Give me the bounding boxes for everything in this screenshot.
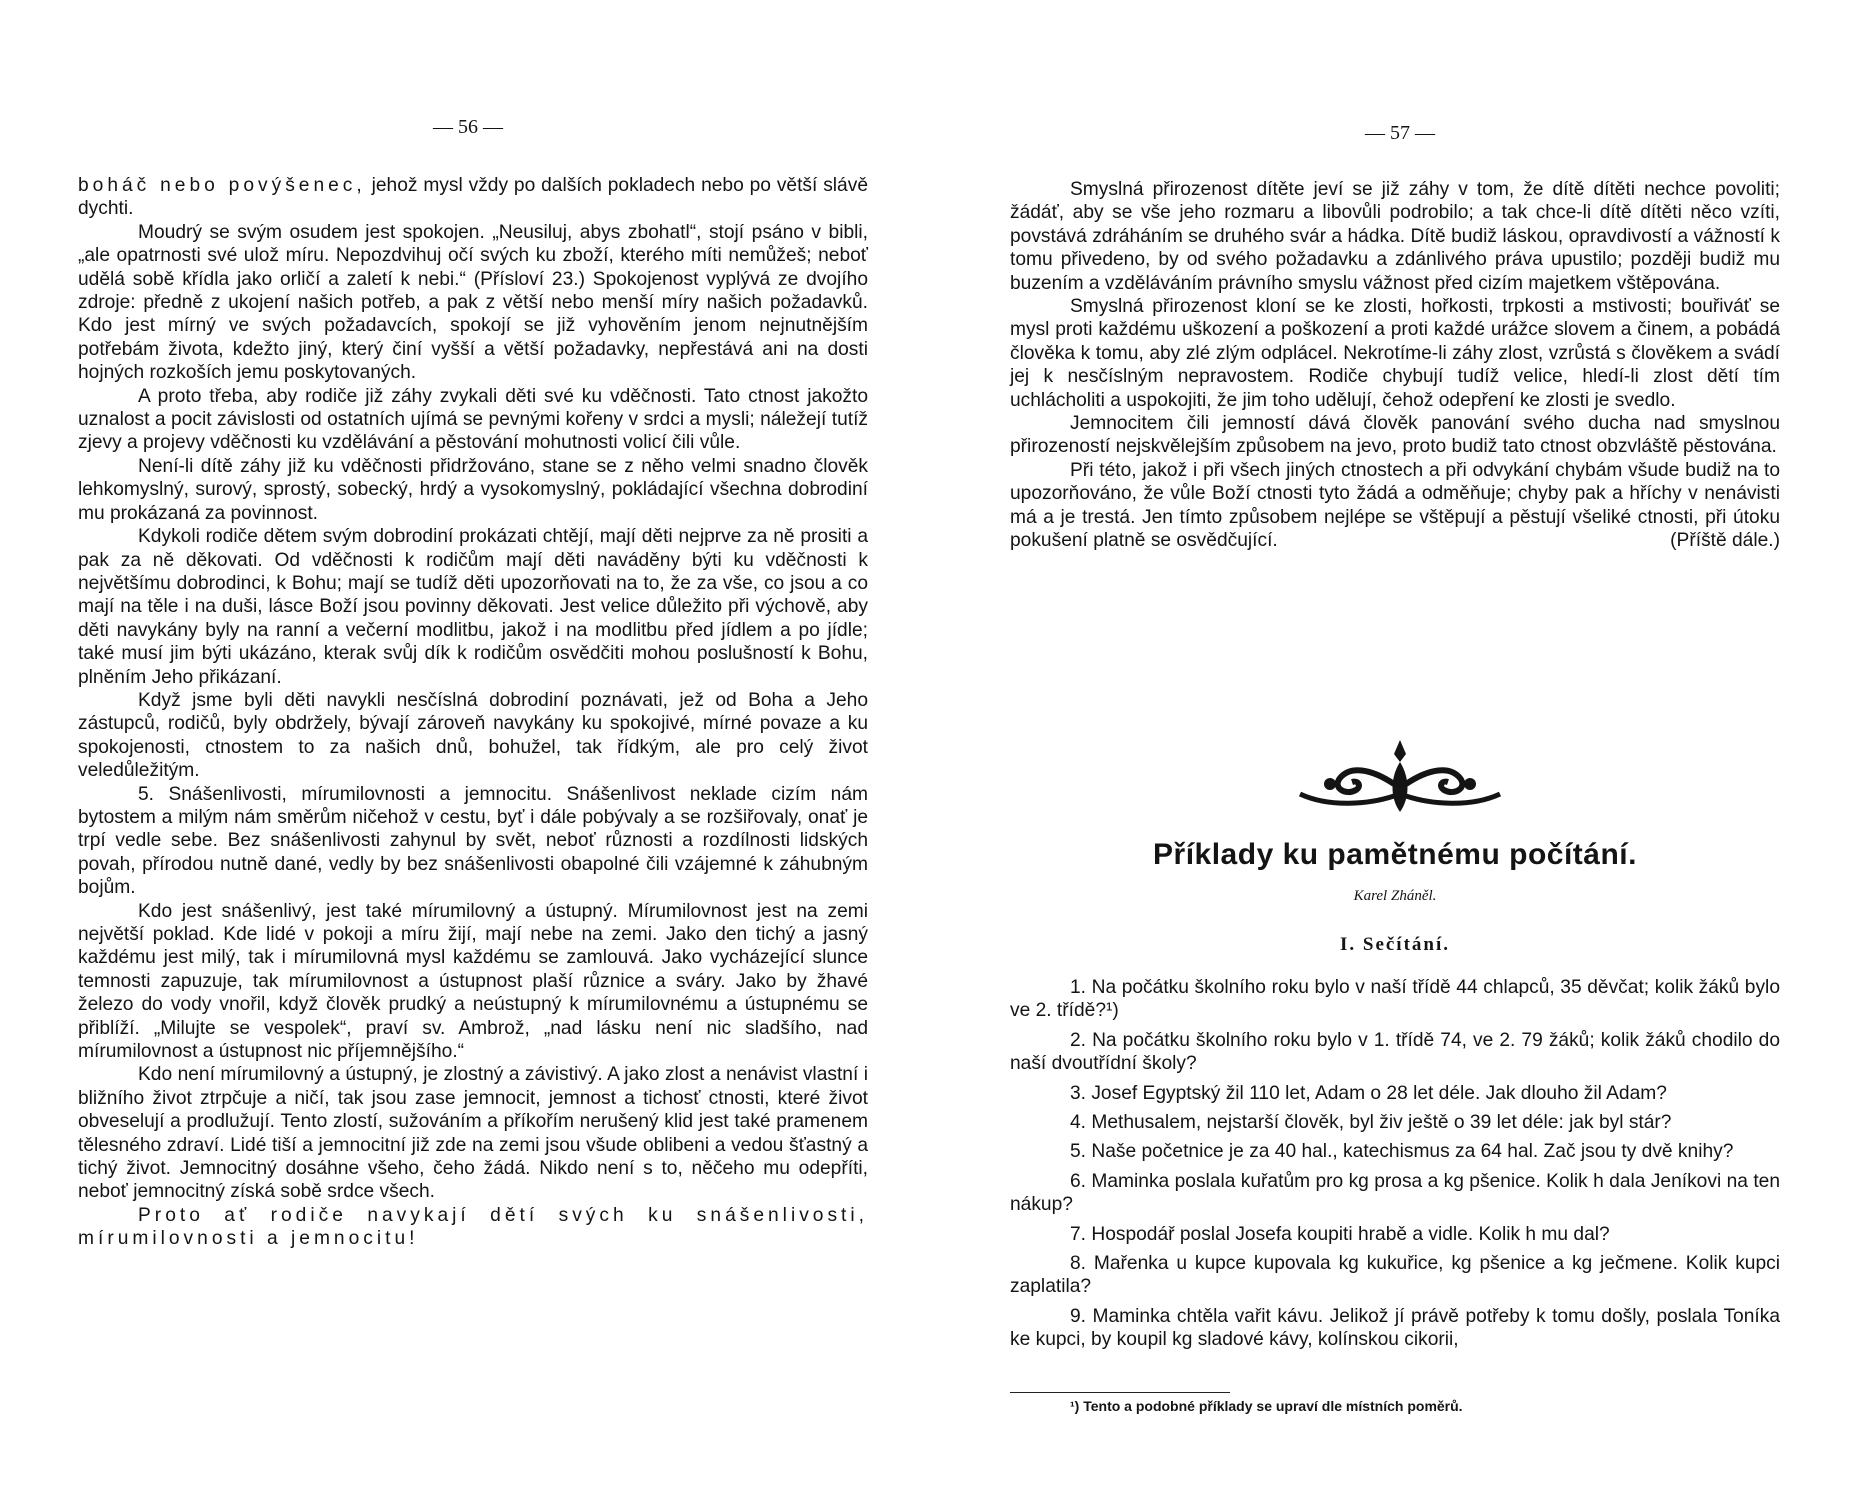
- list-item: 8. Mařenka u kupce kupovala kg kukuřice, kg pšenice a kg ječmene. Kolik kupci zaplatila?: [1010, 1253, 1780, 1298]
- footnote-divider: [1010, 1392, 1230, 1393]
- page-number-right: — 57 —: [1365, 122, 1435, 144]
- right-text-column: [1010, 178, 1780, 553]
- paragraph: Smyslná přirozenost dítěte jeví se již záhy v tom, že dítě dítěti nechce povoliti; žádáť, aby se vše jeho rozmaru a libovůli podrobilo; a tak chce-li dítě dítěti něco vzíti, povstává zdráháním se druhého svár a hádka. Dítě budiž láskou, opravdivostí a vážností k tomu přivedeno, by od svého požadavku a zdánlivého práva upustilo; později budiž mu buzením a vzděláváním právního smyslu vážnost před cizím majetkem vštěpována.: [1010, 179, 1780, 294]
- examples-list: [1010, 976, 1780, 1358]
- paragraph: Smyslná přirozenost kloní se ke zlosti, hořkosti, trpkosti a mstivosti; bouřiváť se mysl proti každému uškození a poškození a proti každé urážce slovem a činem, a pobádá člověka k tomu, aby zlé zlým odplácel. Nekrotíme-li záhy zlost, vzrůstá s člověkem a svádí jej k nesčíslným nepravostem. Rodiče chybují tudíž velice, hledí-li zlost dětí tím uchlácholiti a uspokojiti, že jim toho udělují, čehož odepření ke zlosti je svedlo.: [1010, 296, 1780, 411]
- list-item: 7. Hospodář poslal Josefa koupiti hrabě a vidle. Kolik h mu dal?: [1070, 1223, 1610, 1245]
- paragraph: Při této, jakož i při všech jiných ctnostech a při odvykání chybám všude budiž na to upozorňováno, že vůle Boží ctnosti tyto žádá a odměňuje; chyby pak a hříchy v nenávisti má a je trestá. Jen tímto způsobem nejlépe se vštěpují a pěstují všeliké ctnosti, při útoku pokušení platně se osvědčující. (Příště dále.): [1010, 459, 1780, 552]
- page-number-left: — 56 —: [433, 116, 503, 138]
- paragraph: Proto ať rodiče navykají dětí svých ku snášenlivosti, mírumilovnosti a jemnocitu!: [78, 1204, 868, 1250]
- paragraph: Když jsme byli děti navykli nesčíslná dobrodiní poznávati, jež od Boha a Jeho zástupců, rodičů, byly obdržely, bývají zároveň navykány ku spokojivé, mírné povaze a ku spokojenosti, ctnostem to za našich dnů, bohužel, tak řídkým, ale pro celý život veledůležitým.: [78, 689, 868, 782]
- footnote: ¹) Tento a podobné příklady se upraví dle místních poměrů.: [1070, 1398, 1463, 1414]
- list-item: 9. Maminka chtěla vařit kávu. Jelikož jí právě potřeby k tomu došly, poslala Toníka ke kupci, by koupil kg sladové kávy, kolínskou cikorii,: [1010, 1305, 1780, 1351]
- paragraph: Kdo není mírumilovný a ústupný, je zlostný a závistivý. A jako zlost a nenávist vlastní i bližního život ztrpčuje a ničí, tak jsou zase jemnocit, jemnost a tichosť ctnosti, které život obveselují a prodlužují. Tento zlostí, sužováním a příkořím nerušený klid jest také pramenem tělesného zdraví. Lidé tiší a jemnocitní již zde na zemi jsou všude oblibeni a vedou šťastný a tichý život. Jemnocitný dosáhne všeho, čeho žádá. Nikdo není s to, něčeho mu odepříti, neboť jemnocitný získá sobě srdce všech.: [78, 1064, 868, 1203]
- list-item: 6. Maminka poslala kuřatům pro kg prosa a kg pšenice. Kolik h dala Jeníkovi na ten nákup?: [1010, 1170, 1780, 1216]
- list-item: 4. Methusalem, nejstarší člověk, byl živ ještě o 39 let déle: jak byl stár?: [1070, 1112, 1672, 1134]
- paragraph: boháč nebo povýšenec, jehož mysl vždy po dalších pokladech nebo po větší slávě dychti.: [78, 175, 868, 220]
- fleuron-ornament-icon: [1290, 738, 1510, 818]
- paragraph: Kdykoli rodiče dětem svým dobrodiní prokázati chtějí, mají děti nejprve za ně prositi a pak za ně děkovati. Od vděčnosti k rodičům mají děti naváděny býti ku vděčnosti k největšímu dobrodinci, k Bohu; mají se tudíž děti upozorňovati na to, že za vše, co jsou a co mají na těle i na duši, lásce Boží jsou povinny děkovati. Jest velice důležito při výchově, aby děti navykány byly na ranní a večerní modlitbu, jakož i na modlitbu před jídlem a po jídle; také musí jim býti ukázáno, kterak svůj dík k rodičům osvědčiti mohou poslušností k Bohu, plněním Jeho přikázaní.: [78, 526, 868, 688]
- paragraph: Kdo jest snášenlivý, jest také mírumilovný a ústupný. Mírumilovnost jest na zemi největší poklad. Kde lidé v pokoji a míru žijí, mají nebe na zemi. Jako den tichý a jasný každému jest milý, tak i mírumilovná mysl každému se zamlouvá. Jako vycházející slunce temnosti zapuzuje, tak mírumilovnost a ústupnost plaší různice a sváry. Jako by žhavé železo do vody vnořil, když člověk prudký a neústupný k mírumilovnému a ústupnému se přiblíží. „Milujte se vespolek“, praví sv. Ambrož, „nad lásku není nic sladšího, nad mírumilovnost a ústupnost nic příjemnějšího.“: [78, 900, 868, 1063]
- paragraph: Jemnocitem čili jemností dává člověk panování svého ducha nad smyslnou přirozeností nejskvělejším způsobem na jevo, proto budiž tato ctnost obzvláště pěstována.: [1010, 413, 1780, 458]
- list-item: 5. Naše početnice je za 40 hal., katechismus za 64 hal. Zač jsou ty dvě knihy?: [1070, 1141, 1734, 1163]
- paragraph: Není-li dítě záhy již ku vděčnosti přidržováno, stane se z něho velmi snadno člověk lehkomyslný, surový, sprostý, sobecký, hrdý a vysokomyslný, pokládající všechna dobrodiní mu prokázaná za povinnost.: [78, 455, 868, 524]
- article-author: Karel Zháněl.: [1353, 888, 1437, 904]
- left-text-column: [78, 174, 868, 1251]
- list-item: 1. Na počátku školního roku bylo v naší třídě 44 chlapců, 35 děvčat; kolik žáků bylo ve 2. třídě?¹): [1010, 977, 1780, 1022]
- section-heading: I. Sečítání.: [1339, 934, 1451, 955]
- paragraph: Moudrý se svým osudem jest spokojen. „Neusiluj, abys zbohatl“, stojí psáno v bibli, „ale opatrnosti své ulož míru. Nepozdvihuj očí svých ku zboží, kterého míti nemůžeš; neboť udělá sobě křídla jako orličí a zaletí k nebi.“ (Přísloví 23.) Spokojenost vyplývá ze dvojího zdroje: předně z ukojení našich potřeb, a pak z větší nebo menší míry našich požadavků. Kdo jest mírný ve svých požadavcích, spokojí se již vyhověním jenom nejnutnějším potřebám života, kdežto jiný, který činí vyšší a větší požadavky, nepřestává ani na dosti hojných rozkoších jemu poskytovaných.: [78, 221, 868, 384]
- article-title: Příklady ku pamětnému počítání.: [1153, 838, 1637, 871]
- paragraph: 5. Snášenlivosti, mírumilovnosti a jemnocitu. Snášenlivost neklade cizím nám bytostem a milým nám směrům ničehož v cestu, byť i dále pobývaly a se rozšiřovaly, onať je trpí vedle sebe. Bez snášenlivosti zahynul by svět, neboť různosti a rozdílnosti lidských povah, přírodou nutně dané, vedly by bez snášenlivosti obapolné čili vzájemné k záhubným bojům.: [78, 783, 868, 899]
- list-item: 2. Na počátku školního roku bylo v 1. třídě 74, ve 2. 79 žáků; kolik žáků chodilo do naší dvoutřídní školy?: [1010, 1029, 1780, 1075]
- list-item: 3. Josef Egyptský žil 110 let, Adam o 28 let déle. Jak dlouho žil Adam?: [1070, 1082, 1667, 1104]
- continued-note: (Příště dále.): [1670, 530, 1780, 552]
- paragraph: A proto třeba, aby rodiče již záhy zvykali děti své ku vděčnosti. Tato ctnost jakožto uznalost a pocit závislosti od ostatních ujímá se pevnými kořeny v srdci a mysli; náležejí tutíž zjevy a projevy vděčnosti ku vzdělávání a pěstování mohutnosti volicí čili vůle.: [78, 385, 868, 454]
